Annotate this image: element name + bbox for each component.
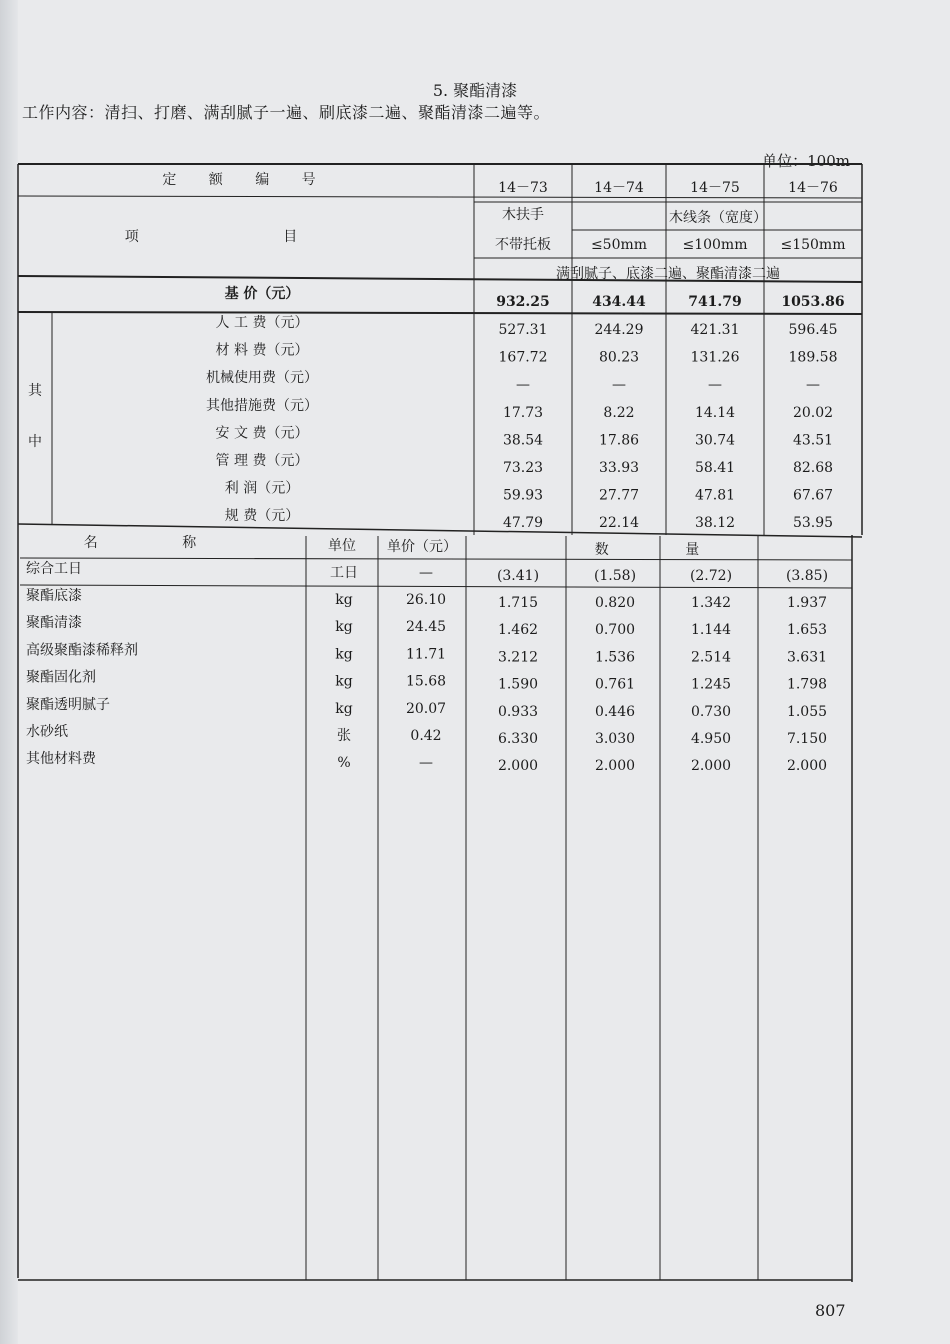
material-quantity: 1.342: [690, 595, 732, 611]
base-price-value: 434.44: [592, 294, 646, 310]
material-price: 20.07: [405, 700, 447, 717]
material-quantity: 1.715: [497, 595, 539, 611]
material-unit: kg: [335, 592, 353, 608]
material-quantity: (3.41): [496, 568, 540, 584]
cost-row-value: 131.26: [690, 349, 740, 366]
material-quantity: 1.798: [786, 676, 828, 693]
cost-row-value: 38.12: [694, 515, 736, 532]
cost-row-value: 14.14: [694, 404, 736, 421]
cost-row-value: 53.95: [792, 515, 834, 532]
cost-row-value: 80.23: [598, 349, 640, 366]
header-work-desc: 满刮腻子、底漆二遍、聚酯清漆二遍: [556, 266, 780, 282]
material-price: 0.42: [410, 728, 442, 744]
cost-row-value: 22.14: [598, 515, 640, 532]
cost-row-value: —: [806, 377, 820, 394]
quota-code: 14－76: [788, 180, 838, 196]
header-code-label: 定 额 编 号: [162, 172, 330, 188]
material-quantity: 2.000: [594, 758, 636, 775]
section-title: 5. 聚酯清漆: [432, 81, 518, 100]
material-quantity: (2.72): [689, 568, 733, 584]
cost-row-value: 73.23: [502, 460, 544, 476]
material-price: 24.45: [405, 619, 447, 636]
material-quantity: 0.730: [690, 703, 732, 720]
material-quantity: 4.950: [690, 731, 732, 747]
cost-row-value: 244.29: [594, 322, 644, 338]
base-price-value: 1053.86: [781, 294, 845, 310]
cost-row-value: 67.67: [792, 487, 834, 504]
rule-under-material-header: [20, 558, 852, 560]
header-spec: 不带托板: [495, 237, 551, 253]
cost-row-value: 167.72: [498, 349, 548, 366]
material-unit: %: [337, 755, 351, 772]
material-unit: 工日: [330, 565, 358, 581]
header-wood-handrail: 木扶手: [502, 207, 544, 223]
cost-row-value: 596.45: [788, 322, 838, 338]
cost-row-label: 人 工 费（元）: [215, 315, 309, 331]
material-quantity: (3.85): [785, 568, 829, 584]
material-quantity: 1.462: [497, 622, 539, 639]
unit-label: 单位：100m: [762, 152, 850, 170]
quota-code: 14－74: [594, 180, 644, 196]
material-price: —: [419, 565, 433, 581]
material-quantity: 3.030: [594, 731, 636, 747]
material-name: 聚酯清漆: [26, 615, 82, 632]
material-header-price: 单价（元）: [387, 539, 457, 555]
material-unit: kg: [335, 673, 353, 690]
cost-row-label: 规 费（元）: [224, 508, 300, 525]
material-quantity: (1.58): [593, 568, 637, 584]
material-quantity: 0.933: [497, 703, 539, 720]
cost-row-value: 33.93: [598, 460, 640, 476]
material-quantity: 2.000: [497, 758, 539, 775]
cost-row-label: 机械使用费（元）: [206, 370, 318, 387]
material-quantity: 1.055: [786, 703, 828, 720]
material-price: 15.68: [405, 673, 447, 690]
cost-row-label: 材 料 费（元）: [215, 342, 309, 359]
cost-row-value: 47.81: [694, 487, 736, 504]
cost-row-value: 38.54: [502, 432, 544, 449]
material-unit: kg: [335, 646, 353, 663]
material-name: 聚酯固化剂: [26, 669, 96, 686]
page-number: 807: [815, 1301, 846, 1320]
material-unit: kg: [335, 700, 353, 717]
cost-row-value: 17.73: [502, 404, 544, 421]
cost-row-value: 43.51: [792, 432, 834, 449]
cost-row-value: 27.77: [598, 487, 640, 504]
material-name: 其他材料费: [26, 751, 96, 768]
material-quantity: 1.245: [690, 676, 732, 693]
rule-under-base-price: [18, 312, 862, 314]
material-quantity: 6.330: [497, 731, 539, 747]
cost-row-value: 20.02: [792, 404, 834, 421]
material-name: 高级聚酯漆稀释剂: [26, 642, 138, 659]
base-price-value: 932.25: [496, 294, 550, 310]
qizhong-label: 其: [28, 383, 42, 399]
material-header-unit: 单位: [328, 538, 356, 554]
base-price-label: 基 价（元）: [224, 286, 300, 302]
material-quantity: 7.150: [786, 731, 828, 747]
material-quantity: 1.653: [786, 622, 828, 639]
material-price: 26.10: [405, 592, 447, 608]
material-header-qty: 数 量: [594, 542, 736, 558]
material-quantity: 3.631: [786, 649, 828, 666]
material-quantity: 2.000: [786, 758, 828, 775]
cost-row-value: 59.93: [502, 487, 544, 504]
cost-row-value: 82.68: [792, 460, 834, 476]
rule-under-code: [18, 196, 862, 198]
work-content: 工作内容：清扫、打磨、满刮腻子一遍、刷底漆二遍、聚酯清漆二遍等。: [22, 103, 551, 122]
material-name: 聚酯透明腻子: [26, 696, 110, 713]
material-header-name: 名 称: [83, 535, 237, 551]
header-item-label: 项 目: [124, 229, 368, 245]
header-spec: ≤150mm: [780, 237, 846, 253]
material-unit: 张: [337, 728, 351, 744]
header-wood-line: 木线条（宽度）: [669, 210, 767, 226]
material-quantity: 3.212: [497, 649, 539, 666]
cost-row-value: —: [612, 377, 626, 394]
quota-code: 14－73: [498, 180, 548, 196]
cost-row-label: 安 文 费（元）: [215, 425, 309, 442]
header-spec: ≤50mm: [590, 237, 648, 253]
cost-row-label: 其他措施费（元）: [206, 397, 318, 414]
material-name: 综合工日: [26, 561, 82, 577]
material-name: 聚酯底漆: [26, 588, 82, 604]
material-quantity: 0.446: [594, 703, 636, 720]
cost-row-value: 58.41: [694, 460, 736, 476]
material-quantity: 1.937: [786, 595, 828, 611]
cost-row-label: 管 理 费（元）: [215, 453, 309, 469]
cost-row-value: 421.31: [690, 322, 740, 338]
cost-row-value: —: [708, 377, 722, 394]
cost-row-value: 30.74: [694, 432, 736, 449]
material-name: 水砂纸: [26, 724, 68, 740]
material-quantity: 0.700: [594, 622, 636, 639]
cost-row-value: 527.31: [498, 322, 548, 338]
cost-row-label: 利 润（元）: [224, 480, 300, 497]
quota-code: 14－75: [690, 180, 740, 196]
material-quantity: 0.820: [594, 595, 636, 611]
material-quantity: 2.000: [690, 758, 732, 775]
material-price: 11.71: [405, 646, 447, 663]
cost-row-value: 17.86: [598, 432, 640, 449]
material-quantity: 1.144: [690, 622, 732, 639]
base-price-value: 741.79: [688, 294, 742, 310]
material-price: —: [419, 755, 433, 772]
material-quantity: 2.514: [690, 649, 732, 666]
material-quantity: 0.761: [594, 676, 636, 693]
cost-row-value: —: [516, 377, 530, 394]
cost-row-value: 8.22: [603, 404, 635, 421]
header-spec: ≤100mm: [682, 237, 748, 253]
cost-row-value: 47.79: [502, 515, 544, 532]
material-quantity: 1.536: [594, 649, 636, 666]
cost-row-value: 189.58: [788, 349, 838, 366]
material-unit: kg: [335, 619, 353, 636]
material-quantity: 1.590: [497, 676, 539, 693]
qizhong-label: 中: [28, 434, 42, 450]
rule-under-labor-row: [20, 585, 852, 588]
